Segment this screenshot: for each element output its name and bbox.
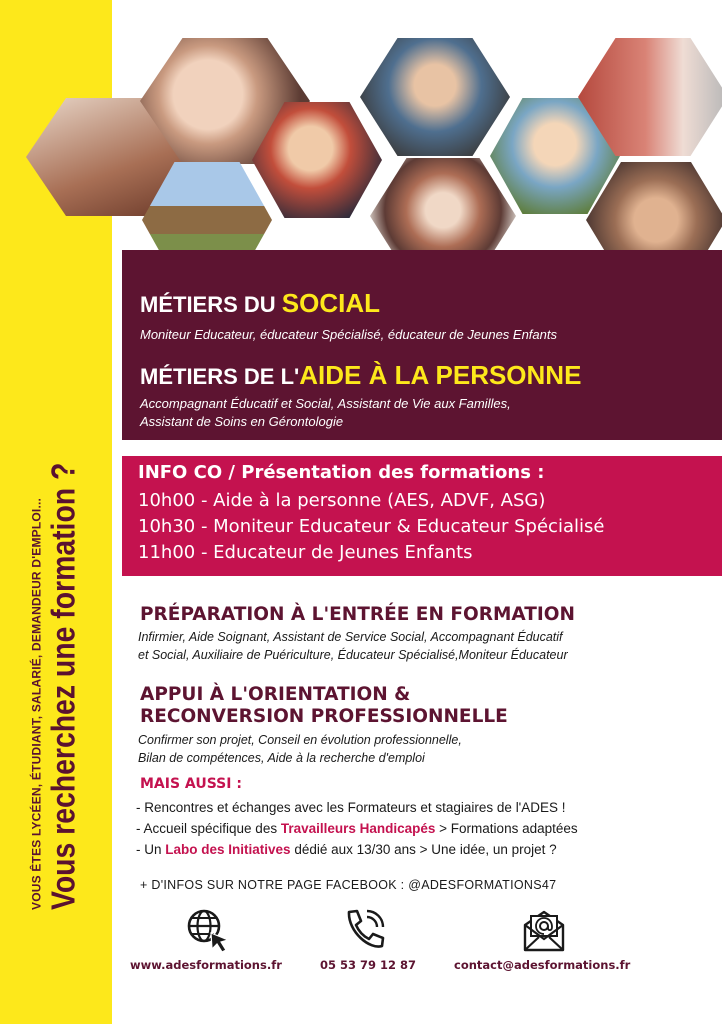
aide-subtitle-line2: Assistant de Soins en Gérontologie xyxy=(140,414,344,429)
mais-aussi-line2-c: > Formations adaptées xyxy=(435,821,578,836)
mais-aussi-title: MAIS AUSSI : xyxy=(140,776,242,792)
appui-line2: Bilan de compétences, Aide à la recherche d'emploi xyxy=(138,751,425,765)
social-title-accent: SOCIAL xyxy=(281,288,381,318)
photo-men-computer xyxy=(360,38,510,156)
appui-title-line1: APPUI À L'ORIENTATION & xyxy=(140,684,411,705)
info-band xyxy=(122,456,722,576)
aide-title-accent: AIDE À LA PERSONNE xyxy=(299,360,582,390)
appui-title-line2: RECONVERSION PROFESSIONNELLE xyxy=(140,706,508,727)
highlight-labo-initiatives: Labo des Initiatives xyxy=(165,842,291,857)
aide-title-prefix: MÉTIERS DE L' xyxy=(140,364,300,389)
social-title xyxy=(140,288,380,319)
mais-aussi-line3-a: - Un xyxy=(136,842,166,857)
info-line-1030: 10h30 - Moniteur Educateur & Educateur Spécialisé xyxy=(138,516,605,537)
sidebar-headline: Vous recherchez une formation ? xyxy=(44,462,82,910)
careers-band xyxy=(122,250,722,440)
preparation-line1: Infirmier, Aide Soignant, Assistant de Service Social, Accompagnant Éducatif xyxy=(138,630,563,644)
info-line-1100: 11h00 - Educateur de Jeunes Enfants xyxy=(138,542,473,563)
phone-number[interactable]: 05 53 79 12 87 xyxy=(320,958,417,972)
phone-icon xyxy=(340,906,388,954)
email-link[interactable]: contact@adesformations.fr xyxy=(454,958,631,972)
website-link[interactable]: www.adesformations.fr xyxy=(130,958,282,972)
preparation-title: PRÉPARATION À L'ENTRÉE EN FORMATION xyxy=(140,604,575,625)
facebook-info[interactable]: + D'INFOS SUR NOTRE PAGE FACEBOOK : @ADESFORMATIONS47 xyxy=(140,878,557,892)
sidebar-text xyxy=(30,290,83,910)
photo-collage xyxy=(112,0,722,282)
aide-title xyxy=(140,360,581,391)
highlight-travailleurs-handicapes: Travailleurs Handicapés xyxy=(280,821,436,836)
preparation-line2: et Social, Auxiliaire de Puériculture, Éducateur Spécialisé,Moniteur Éducateur xyxy=(138,648,568,662)
aide-subtitle-line1: Accompagnant Éducatif et Social, Assistant de Vie aux Familles, xyxy=(140,396,511,411)
mais-aussi-line2-a: - Accueil spécifique des xyxy=(136,821,281,836)
envelope-at-icon xyxy=(520,906,568,954)
sidebar-audience-text: VOUS ÊTES LYCÉEN, ÉTUDIANT, SALARIÉ, DEMANDEUR D'EMPLOI... xyxy=(29,497,44,910)
mais-aussi-line3-c: dédié aux 13/30 ans > Une idée, un projet ? xyxy=(290,842,557,857)
info-title: INFO CO / Présentation des formations : xyxy=(138,462,545,483)
social-subtitle: Moniteur Educateur, éducateur Spécialisé, éducateur de Jeunes Enfants xyxy=(140,327,557,342)
mais-aussi-line1: - Rencontres et échanges avec les Formateurs et stagiaires de l'ADES ! xyxy=(136,800,566,815)
social-title-prefix: MÉTIERS DU xyxy=(140,292,282,317)
appui-line1: Confirmer son projet, Conseil en évolution professionnelle, xyxy=(138,733,462,747)
mais-aussi-line3 xyxy=(136,842,557,857)
globe-cursor-icon xyxy=(184,906,232,954)
mais-aussi-line2 xyxy=(136,821,578,836)
info-line-1000: 10h00 - Aide à la personne (AES, ADVF, ASG) xyxy=(138,490,546,511)
